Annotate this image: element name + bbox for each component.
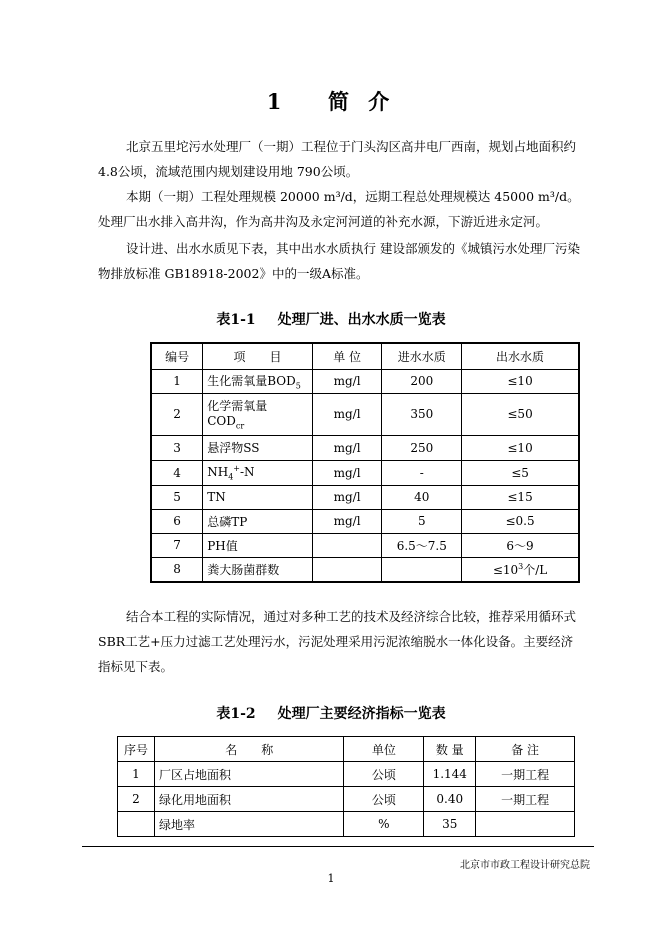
cell-item: 悬浮物SS [203,435,313,460]
cell-name: 绿化用地面积 [154,787,344,812]
table-row [151,369,579,393]
cell-outflow: ≤50 [462,393,579,435]
header-cell: 数 量 [424,737,476,762]
cell-inflow: 200 [382,369,462,393]
cell-outflow: $\le 10^3$个/L [462,557,579,582]
cell-unit: mg/l [312,485,382,509]
footer-organization: 北京市市政工程设计研究总院 [460,860,590,871]
header-cell: 编号 [151,343,203,369]
cell-inflow: 5 [382,509,462,533]
table-row [151,393,579,435]
cell-item: 粪大肠菌群数 [203,557,313,582]
table-row [151,533,579,557]
table-row [118,812,575,837]
cell-unit: mg/l [312,509,382,533]
cell-unit [312,533,382,557]
cell-no: 8 [151,557,203,582]
table-row [118,762,575,787]
cell-outflow: ≤5 [462,460,579,485]
cell-no: 1 [151,369,203,393]
water-quality-table [150,342,580,583]
cell-outflow: ≤15 [462,485,579,509]
cell-unit: mg/l [312,435,382,460]
cell-unit: % [344,812,424,837]
cell-item: TN [203,485,313,509]
economic-indicators-table [117,736,575,837]
table-row [151,557,579,582]
table2-caption: 表1-2 处理厂主要经济指标一览表 [216,706,446,722]
table-row [151,509,579,533]
cell-no: 2 [151,393,203,435]
cell-item: 生化需氧量$BOD_5$ [203,369,313,393]
cell-qty: 35 [424,812,476,837]
cell-inflow: 350 [382,393,462,435]
header-cell: 单 位 [312,343,382,369]
table-header-row [118,737,575,762]
cell-no: 4 [151,460,203,485]
cell-inflow: - [382,460,462,485]
header-cell: 出水水质 [462,343,579,369]
cell-item: $NH_4^+-N$ [203,460,313,485]
cell-item: 化学需氧量 $COD_{cr}$ [203,393,313,435]
paragraph-3: 设计进、出水水质见下表，其中出水水质执行 建设部颁发的《城镇污水处理厂污染物排放标准 GB18918-2002》中的一级A标准。 [98,241,580,281]
cell-qty: 0.40 [424,787,476,812]
cell-inflow: 250 [382,435,462,460]
cell-item: 总磷TP [203,509,313,533]
table-row [151,460,579,485]
cell-name: 厂区占地面积 [154,762,344,787]
cell-no: 7 [151,533,203,557]
footer-divider [82,846,594,847]
cell-note: 一期工程 [476,787,575,812]
cell-outflow: ≤10 [462,369,579,393]
paragraph-1: 北京五里坨污水处理厂（一期）工程位于门头沟区高井电厂西南，规划占地面积约4.8公顷，流域范围内规划建设用地 790公顷。 [98,139,577,179]
cell-unit: mg/l [312,369,382,393]
paragraph-4: 结合本工程的实际情况，通过对多种工艺的技术及经济综合比较，推荐采用循环式SBR工艺+压力过滤工艺处理污水，污泥处理采用污泥浓缩脱水一体化设备。主要经济指标见下表。 [98,609,577,674]
section-number: 1 [266,89,288,114]
cell-no: 6 [151,509,203,533]
cell-item: PH值 [203,533,313,557]
cell-unit: 公顷 [344,787,424,812]
table-row [151,435,579,460]
cell-unit: mg/l [312,393,382,435]
page-number: 1 [327,872,335,885]
table-header-row [151,343,579,369]
header-cell: 项 目 [203,343,313,369]
table-row [151,485,579,509]
cell-outflow: ≤10 [462,435,579,460]
cell-outflow: 6～9 [462,533,579,557]
cell-no: 2 [118,787,155,812]
cell-name: 绿地率 [154,812,344,837]
cell-qty: 1.144 [424,762,476,787]
cell-inflow: 40 [382,485,462,509]
cell-no: 5 [151,485,203,509]
cell-note [476,812,575,837]
table-row [118,787,575,812]
cell-no: 3 [151,435,203,460]
cell-no [118,812,155,837]
header-cell: 单位 [344,737,424,762]
paragraph-2: 本期（一期）工程处理规模 20000 m³/d，远期工程总处理规模达 45000 m³/d。处理厂出水排入高井沟，作为高井沟及永定河河道的补充水源，下游近进永定河。 [98,189,580,229]
header-cell: 序号 [118,737,155,762]
cell-inflow: 6.5～7.5 [382,533,462,557]
cell-inflow [382,557,462,582]
section-title: 简 介 [327,89,396,114]
header-cell: 名 称 [154,737,344,762]
cell-outflow: ≤0.5 [462,509,579,533]
cell-unit: mg/l [312,460,382,485]
cell-note: 一期工程 [476,762,575,787]
header-cell: 进水水质 [382,343,462,369]
section-heading [0,86,662,116]
cell-no: 1 [118,762,155,787]
header-cell: 备 注 [476,737,575,762]
cell-unit: 公顷 [344,762,424,787]
cell-unit [312,557,382,582]
table1-caption: 表1-1 处理厂进、出水水质一览表 [216,312,446,328]
